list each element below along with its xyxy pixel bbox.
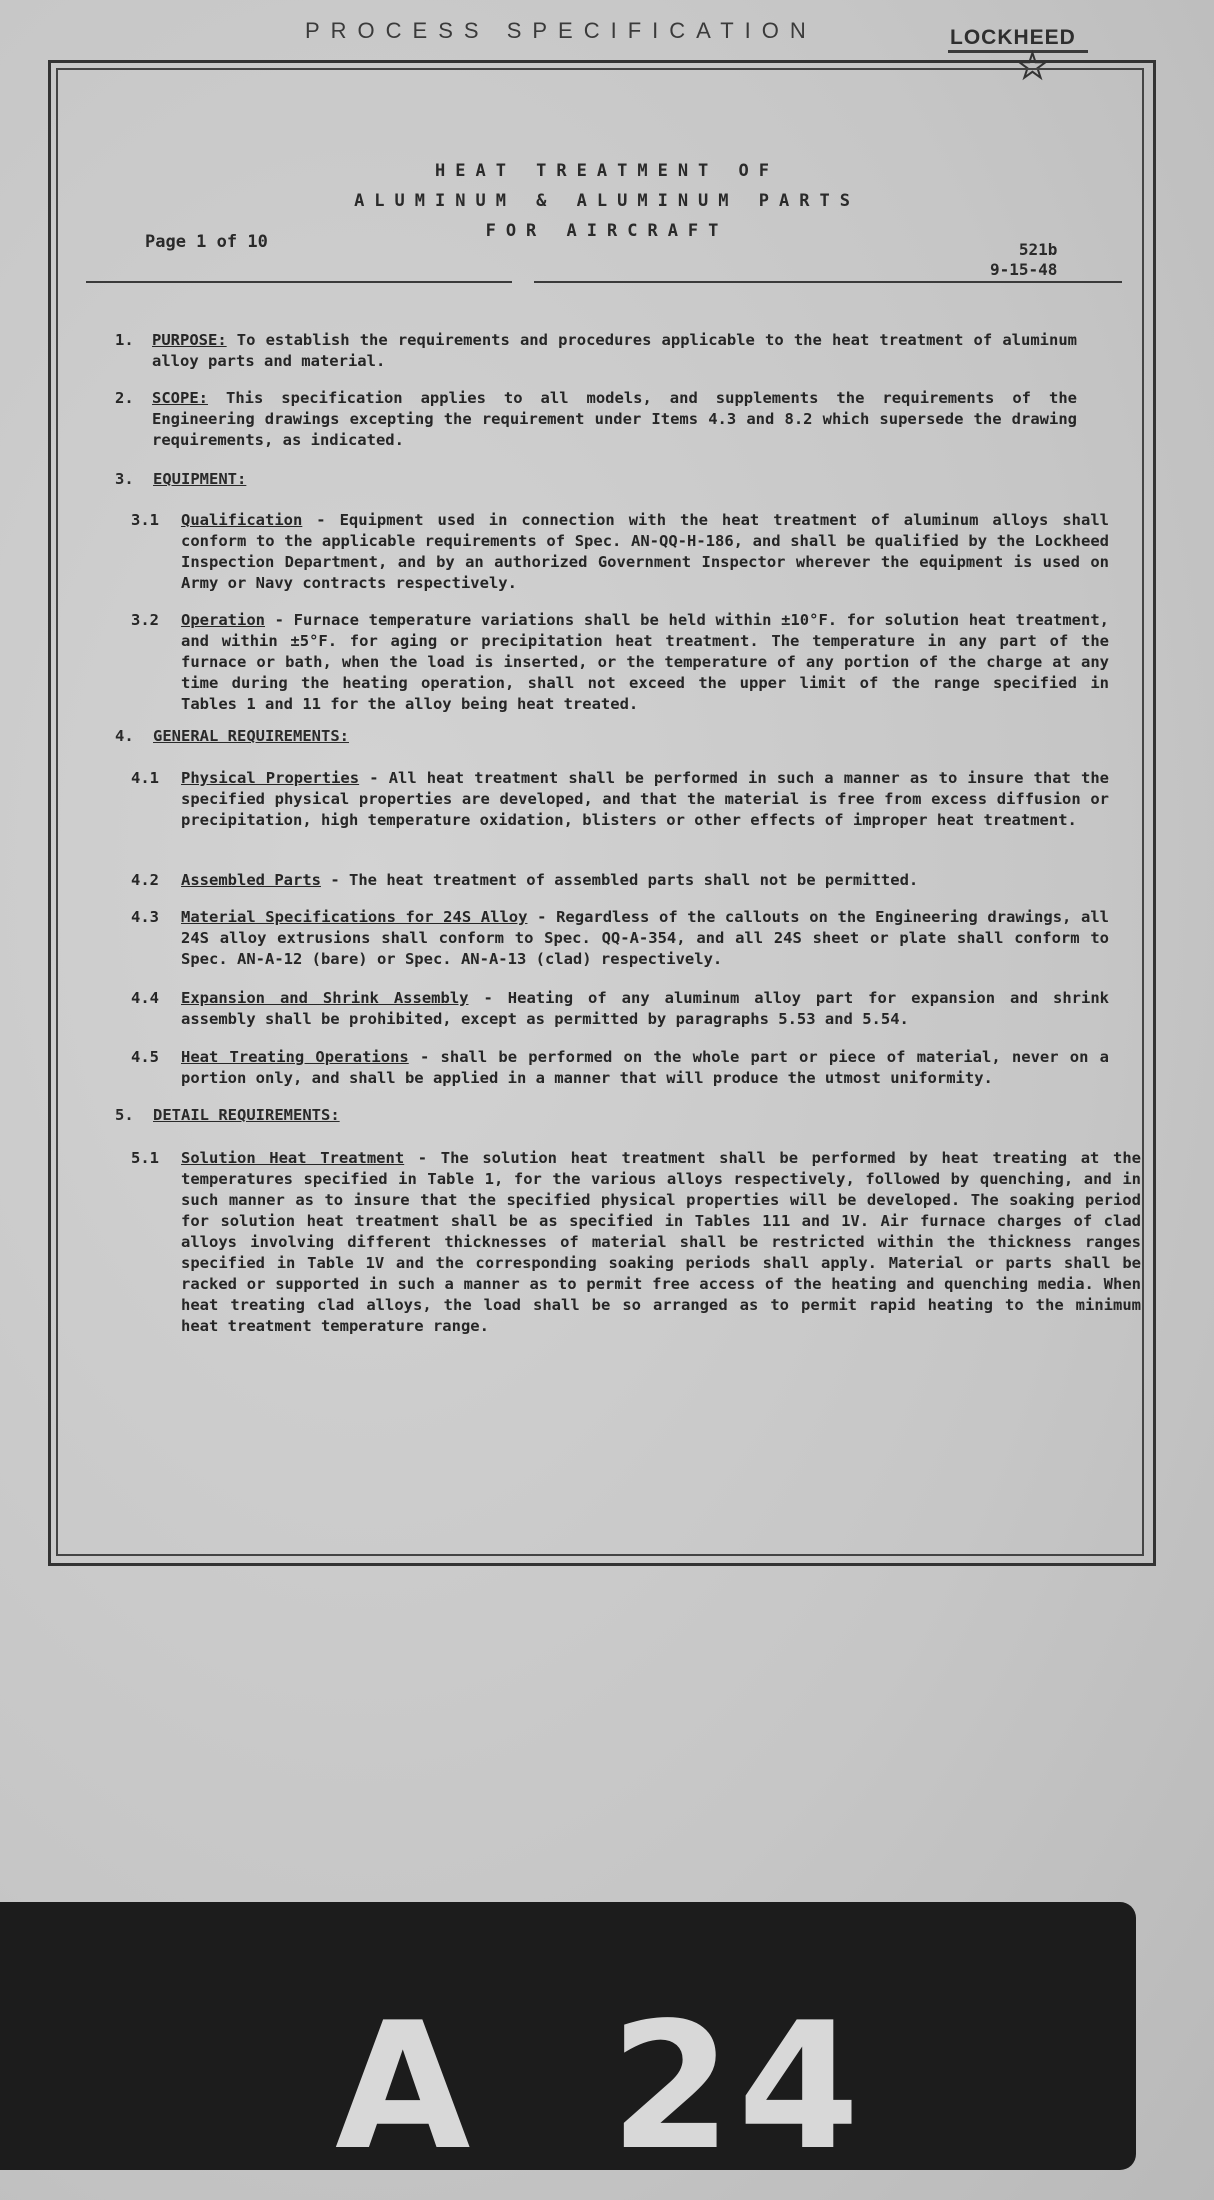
section-scope (115, 388, 1077, 451)
section-number: 5. (115, 1106, 134, 1124)
item-text: - Heating of any aluminum alloy part for expansion and shrink assembly shall be prohibited, except as permitted by paragraphs 5.53 and 5.54. (181, 989, 1109, 1028)
spec-code-block (990, 240, 1057, 280)
slate-number: 24 (610, 1986, 866, 2189)
item-5-1 (131, 1148, 1141, 1337)
section-text: This specification applies to all models, and supplements the requirements of the Engineering drawings excepting the requirement under Items 4.3 and 8.2 which supersede the drawing requirements, as indicated. (152, 389, 1077, 449)
item-number: 5.1 (131, 1149, 159, 1167)
document-title-line-1: HEAT TREATMENT OF (435, 161, 779, 181)
item-text: - Regardless of the callouts on the Engineering drawings, all 24S alloy extrusions shall conform to Spec. QQ-A-354, and all 24S sheet or plate shall conform to Spec. AN-A-12 (bare) or Spec. AN-A-13 (clad) respectively. (181, 908, 1110, 968)
item-text: - The heat treatment of assembled parts shall not be permitted. (330, 871, 919, 889)
item-text: - The solution heat treatment shall be performed by heat treating at the temperatures specified in Table 1, for the various alloys respectively, followed by quenching, and in such manner as to insure that the specified physical properties will be developed. The soaking period for solution heat treatment shall be as specified in Tables 111 and 1V. Air furnace charges of clad alloys involving different thicknesses of material shall be restricted within the thickness ranges specified in Table 1V and the corresponding soaking periods shall apply. Material or parts shall be racked or supported in such a manner as to permit free access of the heating and quenching media. When heat treating clad alloys, the load shall be so arranged as to permit rapid heating to the minimum heat treatment temperature range. (181, 1149, 1141, 1335)
header-rule-right (534, 281, 1122, 283)
item-text: - All heat treatment shall be performed in such a manner as to insure that the specified physical properties are developed, and that the material is free from excess diffusion or precipitation, high temperature oxidation, blisters or other effects of improper heat treatment. (181, 769, 1109, 829)
section-number: 1. (115, 331, 134, 349)
page-number: Page 1 of 10 (145, 232, 268, 252)
section-text: To establish the requirements and procedures applicable to the heat treatment of aluminum alloy parts and material. (152, 331, 1077, 370)
item-text: - Furnace temperature variations shall be held within ±10°F. for solution heat treatment, and within ±5°F. for aging or precipitation heat treatment. The temperature in any part of the furnace or bath, when the load is inserted, or the temperature of any portion of the charge at any time during the heating operation, shall not exceed the upper limit of the range specified in Tables 1 and 11 for the alloy being heat treated. (181, 611, 1109, 713)
item-3-2 (131, 610, 1109, 715)
slate-letter: A (335, 1986, 471, 2189)
item-4-4 (131, 988, 1109, 1030)
section-heading: SCOPE: (152, 389, 208, 407)
item-heading: Assembled Parts (181, 871, 321, 889)
item-heading: Physical Properties (181, 769, 360, 787)
document-title-line-3: FOR AIRCRAFT (485, 221, 729, 241)
star-icon: ★ (1018, 34, 1047, 90)
item-number: 3.2 (131, 611, 159, 629)
item-number: 3.1 (131, 511, 159, 529)
section-heading: DETAIL REQUIREMENTS: (153, 1106, 340, 1124)
section-equipment-label (115, 470, 246, 488)
item-text: - Equipment used in connection with the heat treatment of aluminum alloys shall conform to the applicable requirements of Spec. AN-QQ-H-186, and shall be qualified by the Lockheed Inspection Department, and by an authorized Government Inspector wherever the equipment is used on Army or Navy contracts respectively. (181, 511, 1109, 592)
section-heading: EQUIPMENT: (153, 470, 247, 488)
item-heading: Operation (181, 611, 265, 629)
item-number: 4.5 (131, 1048, 159, 1066)
item-heading: Qualification (181, 511, 303, 529)
section-number: 3. (115, 470, 134, 488)
item-4-3 (131, 907, 1109, 970)
section-general-requirements-label (115, 727, 349, 745)
section-purpose (115, 330, 1077, 372)
spec-number: 521b (1018, 240, 1058, 259)
section-heading: PURPOSE: (152, 331, 227, 349)
header-rule-left (86, 281, 512, 283)
item-heading: Heat Treating Operations (181, 1048, 409, 1066)
item-heading: Expansion and Shrink Assembly (181, 989, 469, 1007)
film-slate (0, 1902, 1136, 2170)
header-title: PROCESS SPECIFICATION (305, 18, 817, 43)
item-4-2 (131, 870, 1109, 891)
item-4-5 (131, 1047, 1109, 1089)
item-4-1 (131, 768, 1109, 831)
item-3-1 (131, 510, 1109, 594)
spec-date: 9-15-48 (990, 260, 1058, 279)
item-number: 4.4 (131, 989, 159, 1007)
item-number: 4.1 (131, 769, 159, 787)
item-text: - shall be performed on the whole part or piece of material, never on a portion only, and shall be applied in a manner that will produce the utmost uniformity. (181, 1048, 1109, 1087)
item-number: 4.3 (131, 908, 159, 926)
brand-logo: LOCKHEED (950, 26, 1076, 49)
item-heading: Material Specifications for 24S Alloy (181, 908, 528, 926)
section-number: 2. (115, 389, 134, 407)
item-heading: Solution Heat Treatment (181, 1149, 405, 1167)
section-number: 4. (115, 727, 134, 745)
item-number: 4.2 (131, 871, 159, 889)
section-heading: GENERAL REQUIREMENTS: (153, 727, 349, 745)
document-title-line-2: ALUMINUM & ALUMINUM PARTS (354, 191, 860, 211)
section-detail-requirements-label (115, 1106, 340, 1124)
